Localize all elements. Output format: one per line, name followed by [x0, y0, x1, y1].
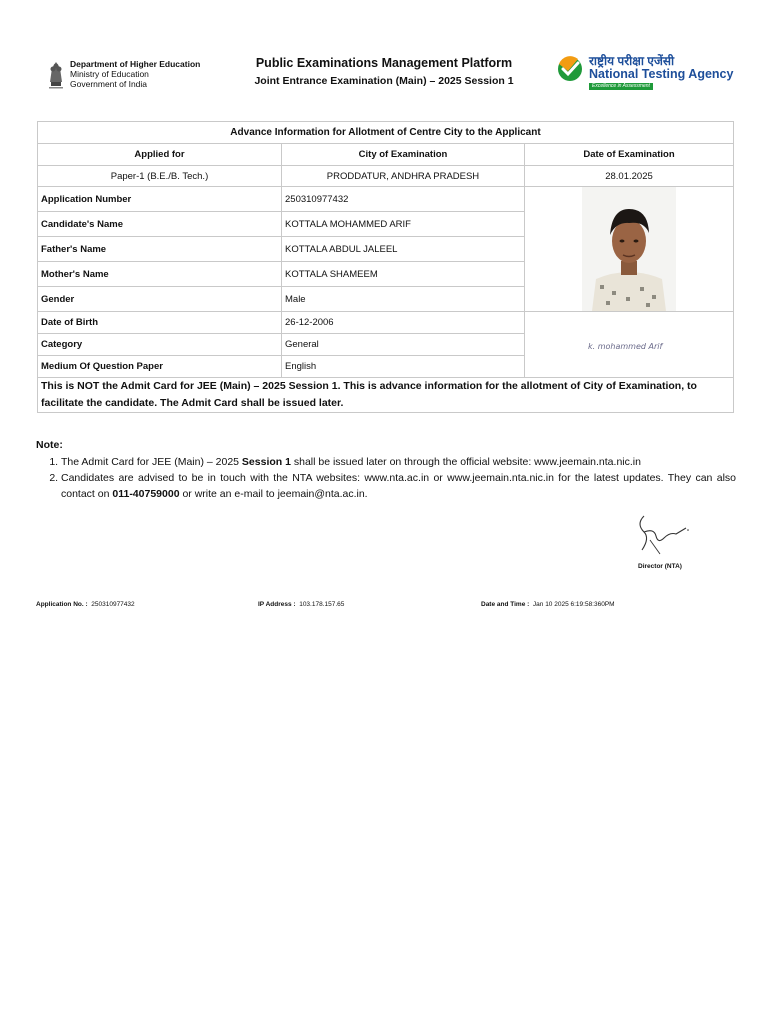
photo-cell [525, 187, 734, 312]
city-value: PRODDATUR, ANDHRA PRADESH [282, 166, 525, 187]
dhe-line3: Government of India [70, 79, 148, 89]
title-block [230, 55, 538, 88]
col-city: City of Examination [282, 144, 525, 166]
row-label: Father's Name [38, 237, 282, 262]
dhe-line2: Ministry of Education [70, 69, 149, 79]
note-list [36, 454, 736, 502]
director-signature [630, 510, 690, 558]
row-value: KOTTALA SHAMEEM [282, 262, 525, 287]
nta-check-icon [556, 55, 584, 83]
table-row [38, 187, 734, 212]
note-item [61, 470, 736, 502]
footer-ip-address [258, 601, 344, 608]
note-text: or write an e-mail to jeemain@nta.ac.in. [179, 488, 368, 500]
director-signature-block [610, 510, 710, 575]
director-label: Director (NTA) [638, 563, 682, 570]
row-label: Candidate's Name [38, 212, 282, 237]
row-label: Mother's Name [38, 262, 282, 287]
col-applied-for: Applied for [38, 144, 282, 166]
footer-label: Application No. : [36, 601, 88, 608]
row-label: Date of Birth [38, 312, 282, 334]
footer-date-time [481, 601, 615, 608]
page-header [0, 0, 768, 110]
row-value: General [282, 334, 525, 356]
applied-for-value: Paper-1 (B.E./B. Tech.) [38, 166, 282, 187]
national-emblem-icon [46, 58, 66, 90]
footer-application-no [36, 601, 135, 608]
row-value: 250310977432 [282, 187, 525, 212]
row-label: Gender [38, 287, 282, 312]
row-label: Category [38, 334, 282, 356]
footer-value: 103.178.157.65 [299, 601, 345, 608]
row-value: English [282, 356, 525, 378]
allotment-table [37, 121, 734, 413]
nta-english-name: National Testing Agency [589, 67, 734, 81]
row-label: Application Number [38, 187, 282, 212]
candidate-signature-text: k. mohammed Arif [588, 341, 663, 351]
nta-hindi-name: राष्ट्रीय परीक्षा एजेंसी [589, 54, 675, 68]
row-label: Medium Of Question Paper [38, 356, 282, 378]
note-text: The Admit Card for JEE (Main) – 2025 [61, 456, 242, 468]
nta-tagline: Excellence in Assessment [589, 83, 653, 90]
notice-text: This is NOT the Admit Card for JEE (Main) – 2025 Session 1. This is advance information for the allotment of City of Examination, to facilitate the candidate. The Admit Card shall be issued later. [38, 378, 734, 413]
col-date: Date of Examination [525, 144, 734, 166]
date-value: 28.01.2025 [525, 166, 734, 187]
row-value: 26-12-2006 [282, 312, 525, 334]
note-title: Note: [36, 439, 63, 451]
dhe-line1: Department of Higher Education [70, 59, 201, 69]
dhe-logo [46, 56, 216, 92]
candidate-signature [584, 333, 674, 357]
row-value: KOTTALA MOHAMMED ARIF [282, 212, 525, 237]
note-text: shall be issued later on through the official website: www.jeemain.nta.nic.in [290, 456, 641, 468]
note-text: Candidates are advised to be in touch with the NTA websites: www.nta.ac.in or www.jeemain.nta.nic.in for the latest updates. They can also contact on [61, 472, 736, 500]
footer-value: Jan 10 2025 6:19:58:360PM [532, 601, 615, 608]
table-row [38, 312, 734, 334]
row-value: Male [282, 287, 525, 312]
exam-title: Joint Entrance Examination (Main) – 2025 Session 1 [254, 75, 514, 87]
candidate-photo [582, 187, 676, 311]
table-title: Advance Information for Allotment of Centre City to the Applicant [38, 122, 734, 144]
footer-label: IP Address : [258, 601, 296, 608]
note-bold: 011-40759000 [112, 488, 180, 500]
note-bold: Session 1 [241, 456, 291, 468]
row-value: KOTTALA ABDUL JALEEL [282, 237, 525, 262]
platform-title: Public Examinations Management Platform [255, 56, 513, 70]
footer-value: 250310977432 [91, 601, 135, 608]
note-item [61, 454, 736, 470]
signature-cell [525, 312, 734, 378]
footer-label: Date and Time : [481, 601, 530, 608]
note-section [36, 437, 736, 502]
nta-logo [556, 52, 732, 92]
